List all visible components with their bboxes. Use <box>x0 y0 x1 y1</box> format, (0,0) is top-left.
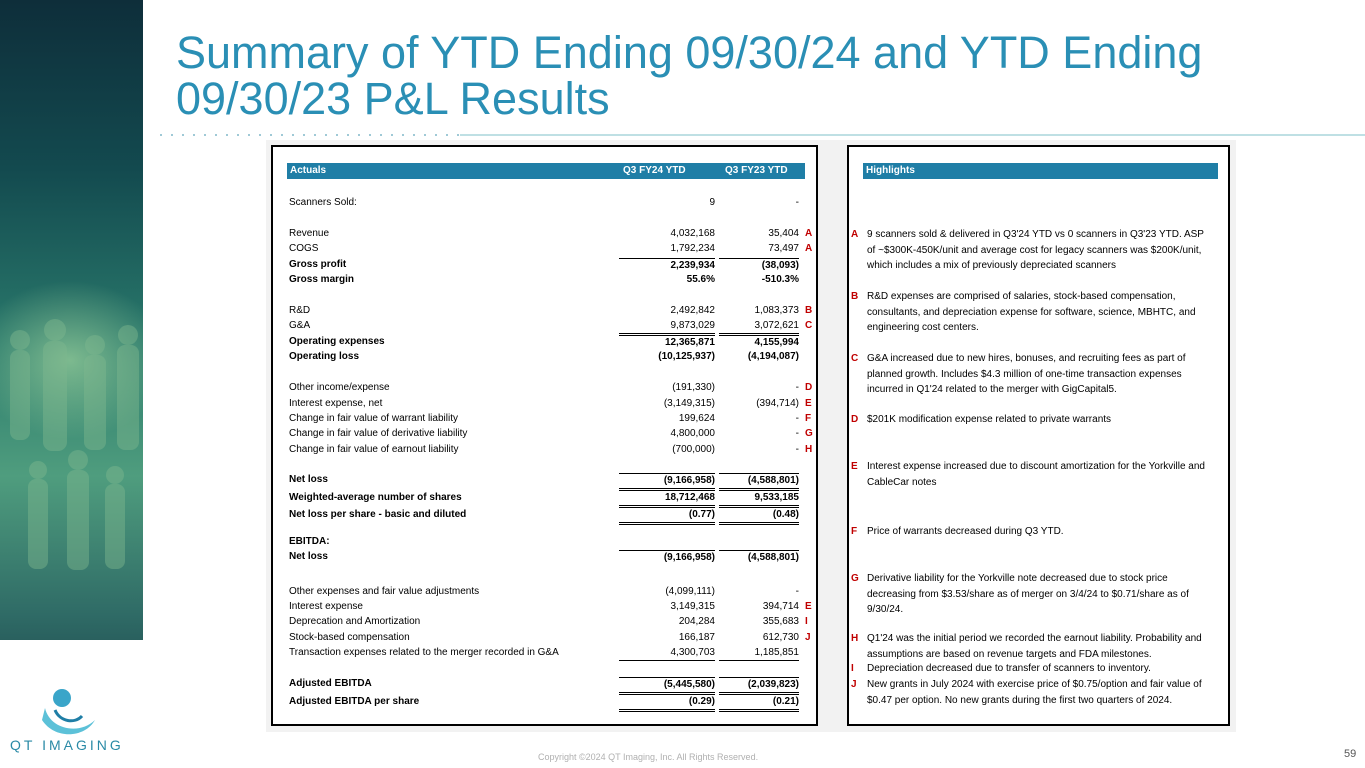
cell-value: 12,365,871 <box>664 337 715 348</box>
cell-fy23 <box>719 646 799 661</box>
cell-fy24 <box>619 319 715 334</box>
cell-fy24 <box>619 491 715 508</box>
cell-fy24 <box>619 227 715 241</box>
header-label: Actuals <box>290 165 327 176</box>
cell-fy23 <box>719 585 799 599</box>
cell-value: (4,588,801) <box>747 552 799 563</box>
cell-fy24 <box>619 335 715 350</box>
cell-fy24 <box>619 473 715 491</box>
cell-value: - <box>795 444 799 455</box>
cell-fy24 <box>619 615 715 629</box>
cell-value: (0.29) <box>688 696 715 707</box>
cell-fy23 <box>719 242 799 256</box>
cell-fy24 <box>619 412 715 426</box>
cell-fy24 <box>619 258 715 273</box>
cell-fy24 <box>619 397 715 411</box>
cell-value: (9,166,958) <box>663 552 715 563</box>
cell-fy23 <box>719 412 799 426</box>
cell-value: 2,239,934 <box>670 260 715 271</box>
cell-value: (4,099,111) <box>665 586 715 597</box>
highlight-text: Q1'24 was the initial period we recorded the earnout liability. Probability and assumptions are based on revenue targets and FDA milestones. <box>867 633 1202 660</box>
table-row <box>289 381 819 395</box>
cell-fy23 <box>719 491 799 508</box>
highlight-letter: F <box>851 526 858 537</box>
row-label: Stock-based compensation <box>289 632 410 643</box>
cell-value: (5,445,580) <box>663 679 715 690</box>
cell-fy24 <box>619 196 715 210</box>
cell-value: (700,000) <box>672 444 715 455</box>
row-label: Weighted-average number of shares <box>289 492 462 503</box>
row-label: Adjusted EBITDA per share <box>289 696 420 707</box>
cell-fy23 <box>719 508 799 525</box>
cell-value: (0.48) <box>772 509 799 520</box>
table-row <box>289 242 819 256</box>
highlight-text: Interest expense increased due to discount amortization for the Yorkville and CableCar notes <box>867 461 1205 488</box>
table-row <box>289 227 819 241</box>
cell-value: -510.3% <box>761 274 799 285</box>
row-ref-letter: F <box>805 413 812 424</box>
cell-fy23 <box>719 397 799 411</box>
table-row <box>289 631 819 645</box>
page-number: 59 <box>1344 748 1357 760</box>
highlight-letter: H <box>851 633 859 644</box>
row-ref-letter: B <box>805 305 813 316</box>
cell-value: 612,730 <box>762 632 799 643</box>
cell-fy23 <box>719 273 799 287</box>
row-label: R&D <box>289 305 311 316</box>
table-row <box>289 427 819 441</box>
cell-value: (2,039,823) <box>747 679 799 690</box>
highlight-text: Depreciation decreased due to transfer of scanners to inventory. <box>867 663 1151 674</box>
table-row <box>289 508 819 522</box>
cell-value: 1,185,851 <box>754 647 799 658</box>
row-ref-letter: D <box>805 382 813 393</box>
table-row <box>289 412 819 426</box>
table-row <box>289 615 819 629</box>
row-label: Interest expense, net <box>289 398 383 409</box>
row-label: Gross margin <box>289 274 355 285</box>
table-row <box>289 535 819 549</box>
table-row <box>289 550 819 564</box>
cell-fy23 <box>719 427 799 441</box>
row-ref-letter: G <box>805 428 813 439</box>
cell-value: 55.6% <box>686 274 715 285</box>
highlight-text: Price of warrants decreased during Q3 YTD. <box>867 526 1064 537</box>
cell-value: (10,125,937) <box>658 351 715 362</box>
cell-value: 199,624 <box>678 413 715 424</box>
cell-fy23 <box>719 677 799 695</box>
highlights-header <box>863 163 1218 179</box>
cell-value: - <box>795 197 799 208</box>
cell-fy24 <box>619 381 715 395</box>
logo-text: QT IMAGING <box>10 737 124 753</box>
cell-value: 35,404 <box>768 228 799 239</box>
row-label: EBITDA: <box>289 536 330 547</box>
table-row <box>289 350 819 364</box>
cell-value: - <box>795 428 799 439</box>
header-col2: Q3 FY23 YTD <box>725 165 788 176</box>
row-label: Net loss per share - basic and diluted <box>289 509 467 520</box>
cell-fy24 <box>619 273 715 287</box>
cell-fy23 <box>719 615 799 629</box>
cell-fy23 <box>719 600 799 614</box>
dotted-divider <box>160 132 1365 138</box>
cell-fy24 <box>619 304 715 318</box>
row-label: Transaction expenses related to the merger recorded in G&A <box>289 647 559 658</box>
row-ref-letter: C <box>805 320 813 331</box>
table-row <box>289 443 819 457</box>
cell-fy23 <box>719 335 799 350</box>
highlight-text: R&D expenses are comprised of salaries, stock-based compensation, consultants, and depreciation expense for software, science, MBHTC, and engineering cost centers. <box>867 291 1196 333</box>
table-header <box>287 163 805 179</box>
copyright-footer: Copyright ©2024 QT Imaging, Inc. All Rights Reserved. <box>538 752 759 762</box>
row-label: Change in fair value of earnout liability <box>289 444 459 455</box>
table-row <box>289 304 819 318</box>
page-title: Summary of YTD Ending 09/30/24 and YTD Ending 09/30/23 P&L Results <box>176 27 1203 124</box>
cell-fy24 <box>619 600 715 614</box>
cell-value: 4,155,994 <box>754 337 799 348</box>
row-label: Change in fair value of derivative liability <box>289 428 468 439</box>
cell-fy24 <box>619 242 715 256</box>
highlights-title: Highlights <box>866 165 915 176</box>
cell-value: - <box>795 382 799 393</box>
cell-fy24 <box>619 535 715 549</box>
cell-value: 166,187 <box>678 632 715 643</box>
people-silhouettes-image <box>0 300 143 640</box>
highlight-text: New grants in July 2024 with exercise price of $0.75/option and fair value of $0.47 per option. No new grants during the first two quarters of 2024. <box>867 679 1202 706</box>
table-row <box>289 473 819 487</box>
highlights-panel <box>847 145 1230 726</box>
row-ref-letter: J <box>805 632 811 643</box>
cell-value: 18,712,468 <box>664 492 715 503</box>
cell-fy24 <box>619 646 715 661</box>
table-row <box>289 397 819 411</box>
row-ref-letter: E <box>805 601 812 612</box>
row-label: G&A <box>289 320 311 331</box>
row-label: Scanners Sold: <box>289 197 357 208</box>
cell-value: (394,714) <box>756 398 799 409</box>
row-ref-letter: H <box>805 444 813 455</box>
highlight-letter: A <box>851 229 859 240</box>
row-label: COGS <box>289 243 319 254</box>
table-row <box>289 600 819 614</box>
cell-value: 4,800,000 <box>670 428 715 439</box>
cell-value: 4,032,168 <box>670 228 715 239</box>
row-ref-letter: A <box>805 228 813 239</box>
table-row <box>289 273 819 287</box>
cell-fy23 <box>719 550 799 565</box>
cell-fy23 <box>719 196 799 210</box>
cell-value: - <box>795 586 799 597</box>
table-row <box>289 335 819 349</box>
table-row <box>289 585 819 599</box>
cell-fy24 <box>619 677 715 695</box>
cell-value: (38,093) <box>761 260 799 271</box>
row-label: Adjusted EBITDA <box>289 678 372 689</box>
cell-value: 4,300,703 <box>670 647 715 658</box>
row-label: Change in fair value of warrant liability <box>289 413 458 424</box>
row-label: Operating expenses <box>289 336 385 347</box>
row-label: Operating loss <box>289 351 360 362</box>
header-col1: Q3 FY24 YTD <box>623 165 686 176</box>
cell-value: 9,533,185 <box>754 492 799 503</box>
cell-fy24 <box>619 550 715 565</box>
table-row <box>289 196 819 210</box>
cell-value: 204,284 <box>678 616 715 627</box>
highlight-text: $201K modification expense related to private warrants <box>867 414 1112 425</box>
row-label: Gross profit <box>289 259 347 270</box>
cell-value: (9,166,958) <box>663 475 715 486</box>
cell-value: (0.21) <box>772 696 799 707</box>
cell-fy23 <box>719 227 799 241</box>
table-row <box>289 491 819 505</box>
cell-fy24 <box>619 350 715 364</box>
highlight-letter: E <box>851 461 858 472</box>
cell-fy23 <box>719 304 799 318</box>
row-label: Other income/expense <box>289 382 390 393</box>
cell-fy23 <box>719 695 799 712</box>
table-row <box>289 319 819 333</box>
row-label: Revenue <box>289 228 330 239</box>
cell-fy23 <box>719 443 799 457</box>
highlight-letter: C <box>851 353 859 364</box>
cell-fy24 <box>619 427 715 441</box>
cell-fy23 <box>719 381 799 395</box>
cell-value: 9 <box>709 197 715 208</box>
row-label: Net loss <box>289 474 328 485</box>
table-row <box>289 258 819 272</box>
cell-value: (4,194,087) <box>747 351 799 362</box>
cell-value: 9,873,029 <box>670 320 715 331</box>
cell-fy23 <box>719 535 799 549</box>
cell-fy24 <box>619 508 715 525</box>
highlight-text: G&A increased due to new hires, bonuses, and recruiting fees as part of planned growth. Includes $4.3 million of one-time transaction expenses incurred in Q1'24 related to the merger with GigCapital5. <box>867 353 1186 395</box>
cell-fy23 <box>719 350 799 364</box>
cell-fy23 <box>719 319 799 334</box>
cell-value: - <box>795 413 799 424</box>
row-ref-letter: A <box>805 243 813 254</box>
table-row <box>289 695 819 709</box>
row-ref-letter: E <box>805 398 812 409</box>
cell-fy23 <box>719 473 799 491</box>
highlight-letter: I <box>851 663 854 674</box>
cell-value: 73,497 <box>768 243 799 254</box>
row-label: Deprecation and Amortization <box>289 616 421 627</box>
cell-value: 394,714 <box>762 601 799 612</box>
cell-value: 1,792,234 <box>670 243 715 254</box>
cell-value: (0.77) <box>688 509 715 520</box>
highlight-letter: J <box>851 679 857 690</box>
pnl-table <box>271 145 818 726</box>
cell-fy24 <box>619 695 715 712</box>
row-label: Other expenses and fair value adjustments <box>289 586 480 597</box>
row-label: Net loss <box>289 551 328 562</box>
cell-fy24 <box>619 631 715 645</box>
cell-fy24 <box>619 585 715 599</box>
cell-value: 355,683 <box>762 616 799 627</box>
highlight-letter: G <box>851 573 859 584</box>
sidebar-background <box>0 0 143 768</box>
cell-value: (4,588,801) <box>747 475 799 486</box>
highlight-letter: D <box>851 414 859 425</box>
row-ref-letter: I <box>805 616 808 627</box>
table-row <box>289 646 819 660</box>
highlight-letter: B <box>851 291 859 302</box>
cell-fy24 <box>619 443 715 457</box>
cell-fy23 <box>719 631 799 645</box>
row-label: Interest expense <box>289 601 363 612</box>
table-row <box>289 677 819 691</box>
cell-value: 3,149,315 <box>670 601 715 612</box>
cell-value: 2,492,842 <box>670 305 715 316</box>
cell-value: 1,083,373 <box>754 305 799 316</box>
cell-value: 3,072,621 <box>754 320 799 331</box>
highlight-text: Derivative liability for the Yorkville note decreased due to stock price decreasing from $3.53/share as of merger on 3/4/24 to $0.71/share as of 9/30/24. <box>867 573 1189 615</box>
cell-fy23 <box>719 258 799 273</box>
cell-value: (191,330) <box>672 382 715 393</box>
highlight-text: 9 scanners sold & delivered in Q3'24 YTD vs 0 scanners in Q3'23 YTD. ASP of ~$300K-450K/unit and average cost for legacy scanners was $200K/unit, which includes a mix of previously depreciated scanners <box>867 229 1204 271</box>
cell-value: (3,149,315) <box>663 398 715 409</box>
